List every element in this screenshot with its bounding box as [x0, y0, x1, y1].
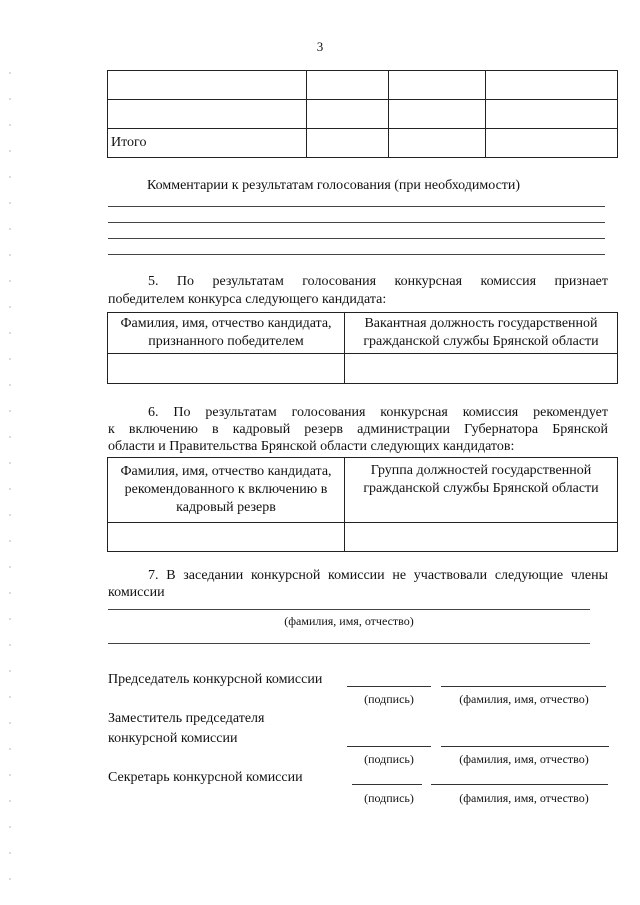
table-header-row: [108, 313, 618, 354]
absent-members-line: [108, 609, 590, 610]
section6-text-line1: 6. По результатам голосования конкурсная комиссия рекомендует: [148, 405, 608, 420]
deputy-name-caption: (фамилия, имя, отчество): [459, 752, 589, 766]
chairman-signature-caption: (подпись): [364, 692, 414, 706]
secretary-name-caption: (фамилия, имя, отчество): [459, 791, 589, 805]
deputy-label-line1: Заместитель председателя: [108, 711, 265, 726]
table-cell: [108, 71, 307, 100]
section6-text-line3: области и Правительства Брянской области следующих кандидатов:: [108, 439, 515, 454]
secretary-signature-line: [352, 784, 422, 785]
table-row: [108, 71, 618, 100]
comment-line: [108, 254, 605, 255]
secretary-signature-caption: (подпись): [364, 791, 414, 805]
table-cell: [307, 100, 389, 129]
deputy-signature-caption: (подпись): [364, 752, 414, 766]
section7-text-line1: 7. В заседании конкурсной комиссии не участвовали следующие члены: [148, 568, 608, 583]
section7-text-line2: комиссии: [108, 585, 165, 600]
comment-line: [108, 238, 605, 239]
table-cell: [486, 100, 618, 129]
section6-text-line2: к включению в кадровый резерв администрации Губернатора Брянской: [108, 422, 608, 437]
table-cell: [307, 71, 389, 100]
deputy-signature-line: [347, 746, 431, 747]
reserve-name-header: Фамилия, имя, отчество кандидата, рекомендованного к включению в кадровый резерв: [108, 458, 345, 523]
secretary-label: Секретарь конкурсной комиссии: [108, 770, 303, 785]
table-cell: [486, 71, 618, 100]
chairman-name-line: [441, 686, 606, 687]
secretary-name-line: [431, 784, 608, 785]
table-cell: [108, 100, 307, 129]
table-row: [108, 100, 618, 129]
position-group-header: Группа должностей государственной гражданской службы Брянской области: [345, 458, 618, 523]
section5-text-line2: победителем конкурса следующего кандидата:: [108, 292, 387, 307]
table-cell: [389, 100, 486, 129]
table-row-total: [108, 129, 618, 158]
section5-text-line1: 5. По результатам голосования конкурсная комиссия признает: [148, 274, 608, 289]
table-cell: [345, 523, 618, 552]
winner-table: [107, 312, 618, 384]
absent-members-caption: (фамилия, имя, отчество): [284, 614, 414, 628]
total-label: Итого: [108, 129, 307, 158]
absent-members-line: [108, 643, 590, 644]
table-row: [108, 523, 618, 552]
chairman-signature-line: [347, 686, 431, 687]
table-cell: [108, 354, 345, 384]
comment-line: [108, 222, 605, 223]
table-cell: [307, 129, 389, 158]
table-row: [108, 354, 618, 384]
table-cell: [108, 523, 345, 552]
page-number: 3: [316, 39, 324, 54]
comments-heading: Комментарии к результатам голосования (при необходимости): [147, 178, 521, 193]
chairman-label: Председатель конкурсной комиссии: [108, 672, 323, 687]
deputy-label-line2: конкурсной комиссии: [108, 731, 238, 746]
table-cell: [345, 354, 618, 384]
table-header-row: [108, 458, 618, 523]
winner-name-header: Фамилия, имя, отчество кандидата, признанного победителем: [108, 313, 345, 354]
reserve-table: [107, 457, 618, 552]
table-cell: [389, 129, 486, 158]
table-cell: [389, 71, 486, 100]
deputy-name-line: [441, 746, 609, 747]
margin-dots: [7, 60, 13, 900]
chairman-name-caption: (фамилия, имя, отчество): [459, 692, 589, 706]
comment-line: [108, 206, 605, 207]
table-cell: [486, 129, 618, 158]
results-table: [107, 70, 618, 158]
vacancy-header: Вакантная должность государственной гражданской службы Брянской области: [345, 313, 618, 354]
